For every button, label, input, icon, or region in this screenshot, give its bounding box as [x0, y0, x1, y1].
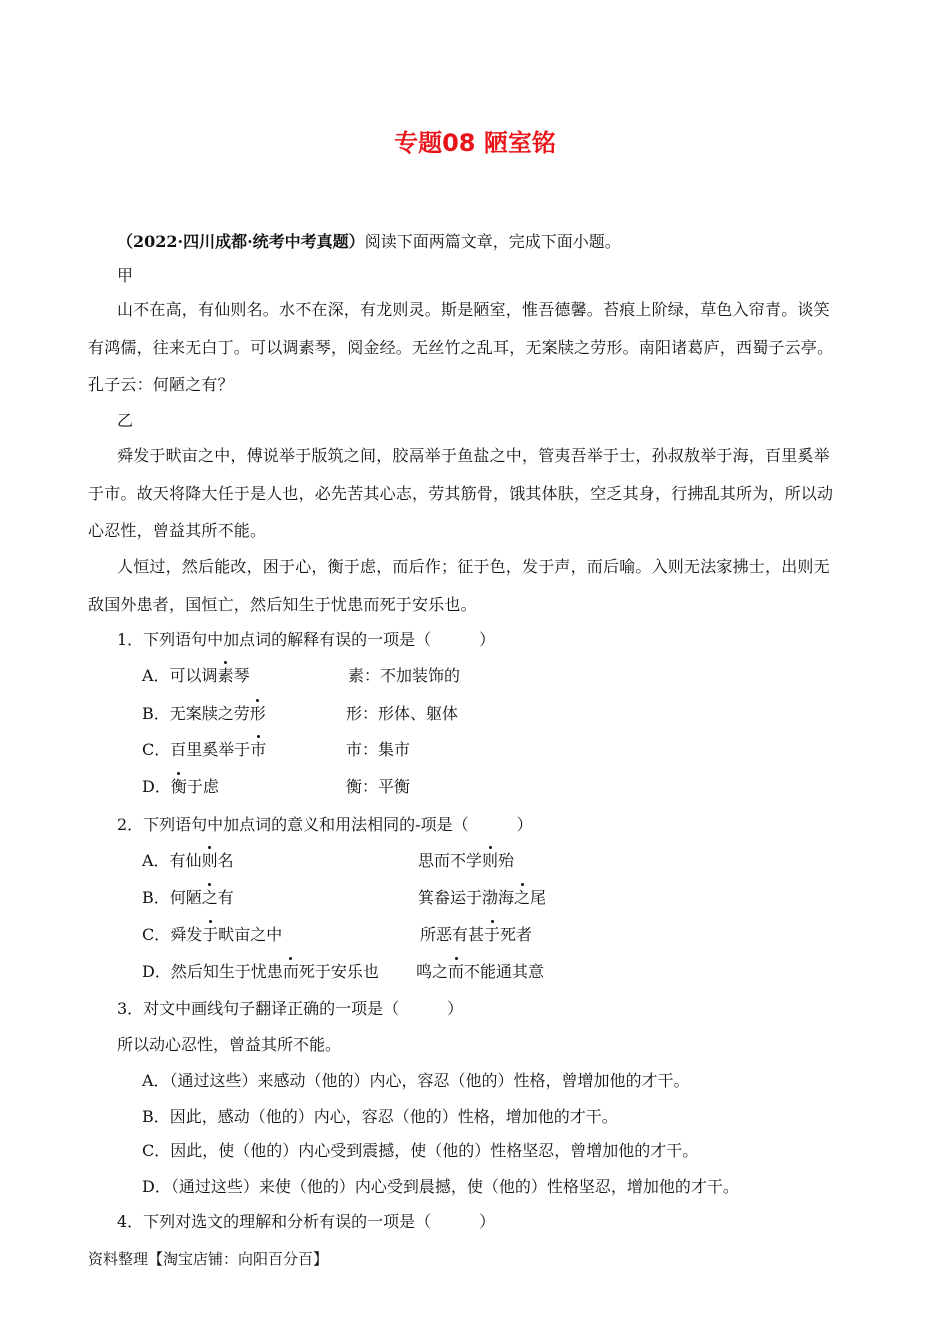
passage-a-line: 孔子云：何陋之有？ — [88, 375, 234, 394]
exam-source: （2022·四川成都·统考中考真题） — [117, 232, 365, 251]
question-2-stem: 2．下列语句中加点词的意义和用法相同的-项是（ ） — [117, 815, 533, 834]
q2-option-a: A．有仙则名 — [142, 851, 234, 870]
question-1-stem: 1．下列语句中加点词的解释有误的一项是（ ） — [117, 630, 496, 649]
q2-option-c: C．舜发于畎亩之中 — [142, 925, 283, 944]
q3-option-b: B．因此，感动（他的）内心，容忍（他的）性格，增加他的才干。 — [142, 1107, 618, 1126]
page-title: 专题08 陋室铭 — [394, 129, 556, 157]
dotted-char: 而 — [448, 962, 465, 981]
question-intro — [117, 229, 621, 252]
q1-option-b: B．无案牍之劳形 — [142, 704, 266, 723]
q2-option-b: B．何陋之有 — [142, 888, 234, 907]
dotted-char: 素 — [217, 666, 234, 685]
q1-gloss-c: 市：集市 — [346, 740, 411, 759]
q1-gloss-d: 衡：平衡 — [346, 777, 411, 796]
footer-note: 资料整理【淘宝店铺：向阳百分百】 — [88, 1250, 329, 1268]
dotted-char: 于 — [484, 925, 501, 944]
dotted-char: 之 — [514, 888, 531, 907]
q2-compare-c: 所恶有甚于死者 — [420, 925, 533, 944]
q1-gloss-b: 形：形体、躯体 — [346, 704, 459, 723]
q1-option-d: D．衡于虑 — [142, 777, 219, 796]
q2-option-d: D．然后知生于忧患而死于安乐也 — [142, 962, 379, 981]
q2-compare-a: 思而不学则殆 — [418, 851, 515, 870]
dotted-char: 形 — [249, 704, 266, 723]
q1-option-c: C．百里奚举于市 — [142, 740, 267, 759]
passage-b-line: 人恒过，然后能改，困于心，衡于虑，而后作；征于色，发于声，而后喻。入则无法家拂士，出则无 — [117, 557, 830, 576]
passage-b-line: 心忍性，曾益其所不能。 — [88, 521, 267, 540]
passage-b-label: 乙 — [117, 411, 134, 430]
passage-b-line: 舜发于畎亩之中，傅说举于版筑之间，胶鬲举于鱼盐之中，管夷吾举于士，孙叔敖举于海，百里奚举 — [117, 446, 830, 465]
q3-option-d: D．（通过这些）来使（他的）内心受到晨撼，使（他的）性格坚忍，增加他的才干。 — [142, 1177, 739, 1196]
dotted-char: 衡 — [170, 777, 187, 796]
q3-option-c: C．因此，使（他的）内心受到震撼，使（他的）性格坚忍，曾增加他的才干。 — [142, 1141, 699, 1160]
dotted-char: 则 — [482, 851, 499, 870]
question-3-stem: 3．对文中画线句子翻译正确的一项是（ ） — [117, 999, 464, 1018]
passage-b-line: 于市。故天将降大任于是人也，必先苦其心志，劳其筋骨，饿其体肤，空乏其身，行拂乱其所为，所以动 — [88, 484, 834, 503]
passage-b-line: 敌国外患者，国恒亡，然后知生于忧患而死于安乐也。 — [88, 595, 477, 614]
dotted-char: 之 — [201, 888, 218, 907]
q2-compare-d: 鸣之而不能通其意 — [416, 962, 545, 981]
dotted-char: 市 — [250, 740, 267, 759]
dotted-char: 则 — [201, 851, 218, 870]
q3-option-a: A．（通过这些）来感动（他的）内心，容忍（他的）性格，曾增加他的才干。 — [142, 1071, 690, 1090]
passage-a-label: 甲 — [117, 266, 134, 285]
q1-gloss-a: 素：不加装饰的 — [348, 666, 461, 685]
passage-a-line: 山不在高，有仙则名。水不在深，有龙则灵。斯是陋室，惟吾德馨。苔痕上阶绿，草色入帘青。谈笑 — [117, 300, 830, 319]
dotted-char: 而 — [282, 962, 299, 981]
q3-sentence: 所以动心忍性，曾益其所不能。 — [117, 1035, 342, 1054]
passage-a-line: 有鸿儒，往来无白丁。可以调素琴，阅金经。无丝竹之乱耳，无案牍之劳形。南阳诸葛庐，西蜀子云亭。 — [88, 338, 834, 357]
q1-option-a: A．可以调素琴 — [142, 666, 250, 685]
instruction: 阅读下面两篇文章，完成下面小题。 — [364, 232, 621, 251]
q2-compare-b: 箕畚运于渤海之尾 — [418, 888, 547, 907]
question-4-stem: 4．下列对选文的理解和分析有误的一项是（ ） — [117, 1212, 496, 1231]
dotted-char: 于 — [202, 925, 219, 944]
